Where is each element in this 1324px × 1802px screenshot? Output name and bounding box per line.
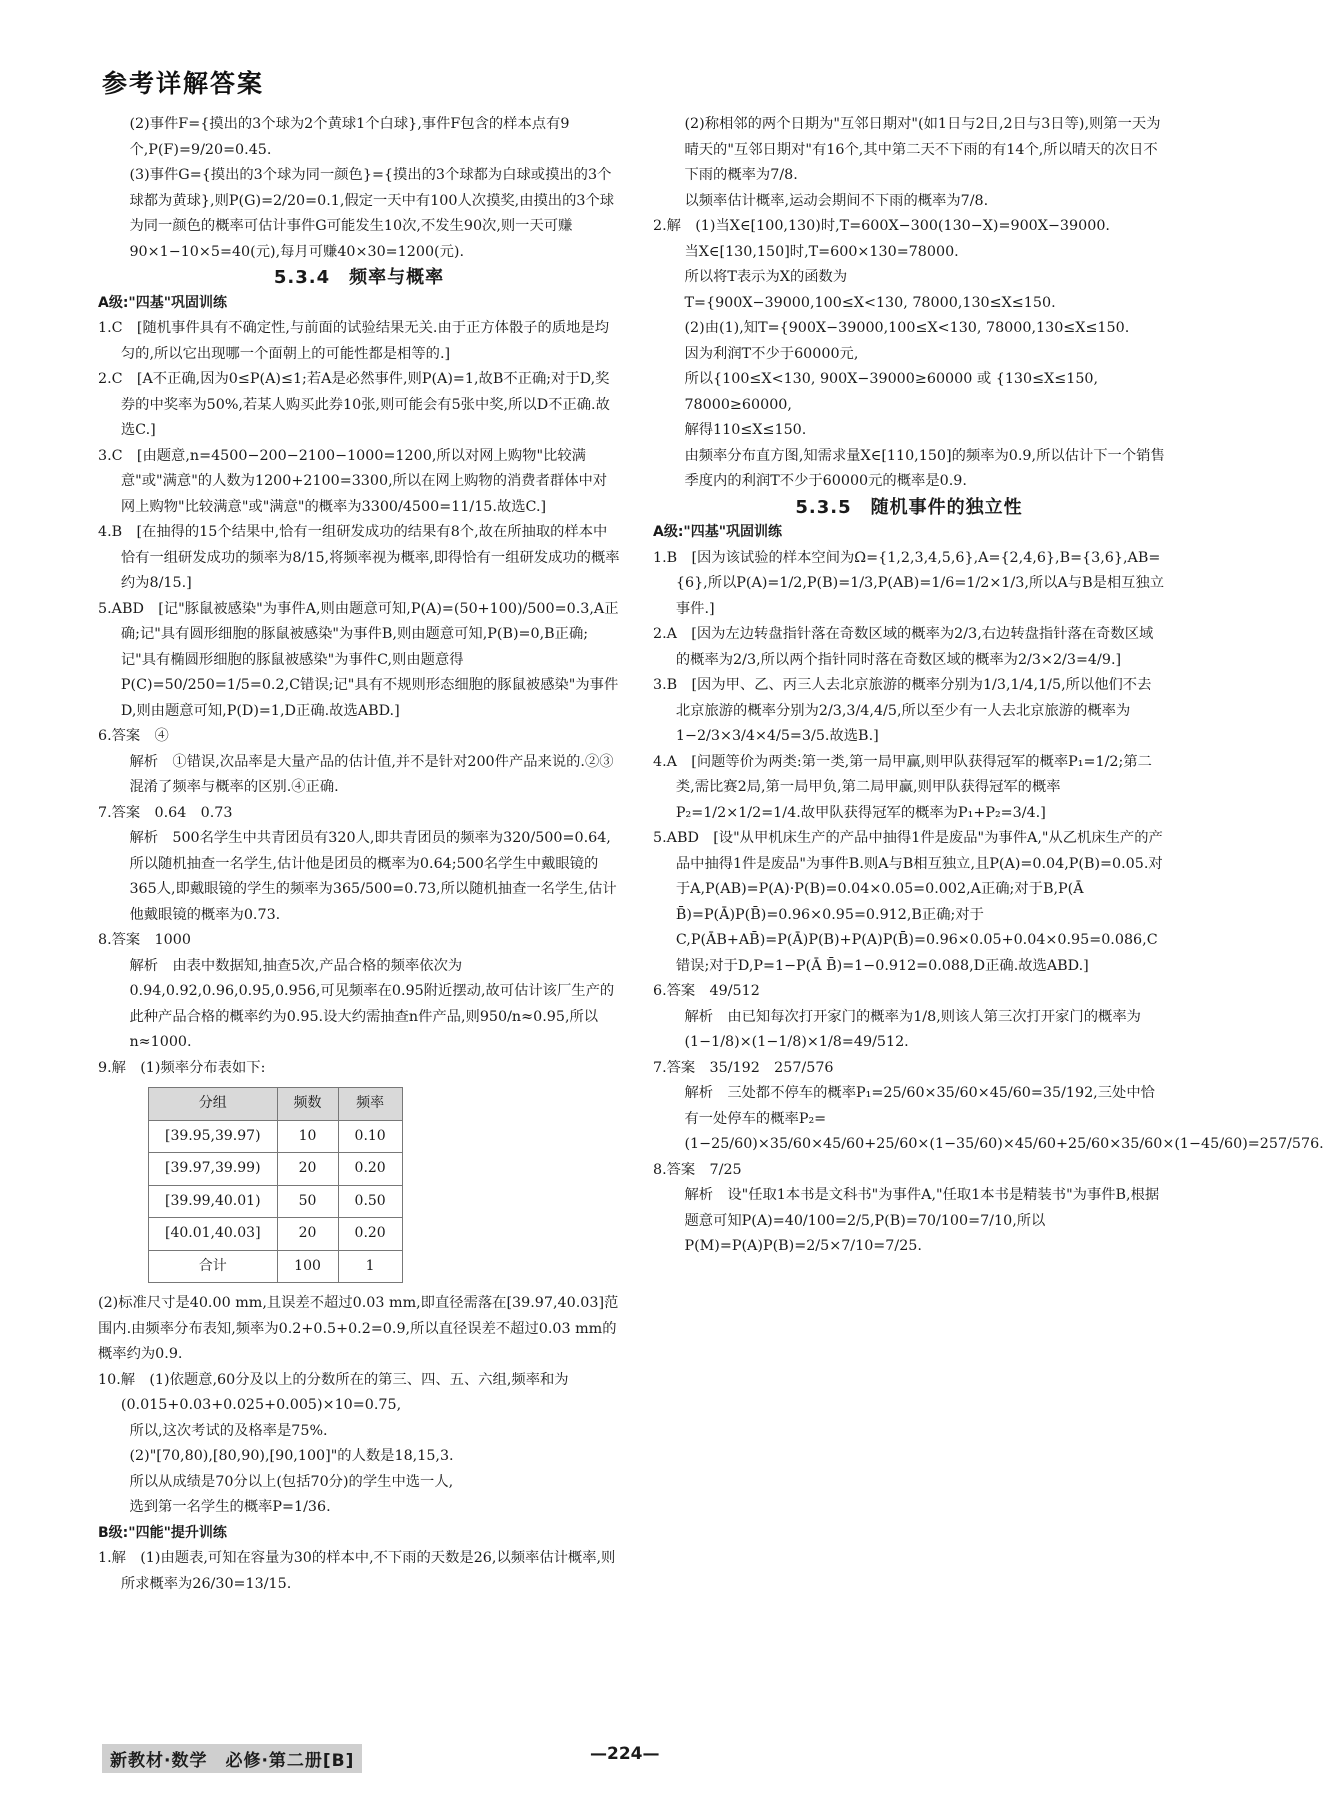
level-heading: A级:"四基"巩固训练 xyxy=(653,524,783,540)
table-cell: [39.95,39.97) xyxy=(149,1120,278,1153)
answer-paragraph: 所以{100≤X<130, 900X−39000≥60000 或 {130≤X≤150, 78000≥60000, xyxy=(684,371,1099,413)
answer-paragraph: (2)标准尺寸是40.00 mm,且误差不超过0.03 mm,即直径需落在[39.97,40.03]范围内.由频率分布表知,频率为0.2+0.5+0.2=0.9,所以直径误差不超过0.03 mm的概率约为0.9. xyxy=(98,1295,619,1362)
footer-book-title: 新教材·数学 必修·第二册[B] xyxy=(102,1744,362,1773)
answer-paragraph: 解析 三处都不停车的概率P₁=25/60×35/60×45/60=35/192,三处中恰有一处停车的概率P₂=(1−25/60)×35/60×45/60+25/60×(1−35/60)×45/60+25/60×35/60×(1−45/60)=257/576. xyxy=(684,1085,1324,1152)
table-header-cell: 频率 xyxy=(338,1088,402,1121)
table-row xyxy=(149,1153,403,1186)
table-row xyxy=(149,1185,403,1218)
table-cell: 10 xyxy=(277,1120,338,1153)
answer-paragraph: 解得110≤X≤150. xyxy=(684,422,807,438)
answer-paragraph: 6.答案 49/512 xyxy=(653,983,760,999)
answer-paragraph: 以频率估计概率,运动会期间不下雨的概率为7/8. xyxy=(684,192,989,209)
answer-paragraph: 3.B [因为甲、乙、丙三人去北京旅游的概率分别为1/3,1/4,1/5,所以他们不去北京旅游的概率分别为2/3,3/4,4/5,所以至少有一人去北京旅游的概率为1−2/3×3/4×4/5=3/5.故选B.] xyxy=(653,677,1152,744)
footer-page-number: —224— xyxy=(590,1744,660,1764)
table-header-cell: 频数 xyxy=(277,1088,338,1121)
answer-paragraph: 2.解 (1)当X∈[100,130)时,T=600X−300(130−X)=900X−39000. xyxy=(653,218,1110,234)
left-column xyxy=(98,112,620,1597)
table-cell: 0.20 xyxy=(338,1153,402,1186)
answer-paragraph: 2.A [因为左边转盘指针落在奇数区域的概率为2/3,右边转盘指针落在奇数区域的概率为2/3,所以两个指针同时落在奇数区域的概率为2/3×2/3=4/9.] xyxy=(653,626,1154,668)
left-paragraphs-continued xyxy=(98,1291,620,1597)
answer-paragraph: 8.答案 1000 xyxy=(98,932,191,948)
right-paragraphs xyxy=(653,112,1324,1260)
answer-paragraph: 9.解 (1)频率分布表如下: xyxy=(98,1059,266,1076)
answer-paragraph: 所以从成绩是70分以上(包括70分)的学生中选一人, xyxy=(129,1473,454,1490)
table-cell: 0.50 xyxy=(338,1185,402,1218)
section-heading: 5.3.5 随机事件的独立性 xyxy=(795,496,1023,518)
table-cell: 0.10 xyxy=(338,1120,402,1153)
answer-paragraph: 解析 由已知每次打开家门的概率为1/8,则该人第三次打开家门的概率为(1−1/8)×(1−1/8)×1/8=49/512. xyxy=(684,1008,1141,1050)
level-heading: B级:"四能"提升训练 xyxy=(98,1524,227,1541)
table-cell: 合计 xyxy=(149,1250,278,1283)
table-body xyxy=(149,1120,403,1283)
table-cell: 0.20 xyxy=(338,1218,402,1251)
answer-paragraph: 4.A [问题等价为两类:第一类,第一局甲赢,则甲队获得冠军的概率P₁=1/2;第二类,需比赛2局,第一局甲负,第二局甲赢,则甲队获得冠军的概率P₂=1/2×1/2=1/4.故甲队获得冠军的概率为P₁+P₂=3/4.] xyxy=(653,753,1152,821)
answer-paragraph: 7.答案 35/192 257/576 xyxy=(653,1059,834,1076)
table-cell: 20 xyxy=(277,1153,338,1186)
answer-paragraph: 1.解 (1)由题表,可知在容量为30的样本中,不下雨的天数是26,以频率估计概率,则所求概率为26/30=13/15. xyxy=(98,1550,616,1592)
table-cell: [39.99,40.01) xyxy=(149,1185,278,1218)
section-heading: 5.3.4 频率与概率 xyxy=(273,267,445,288)
table-row xyxy=(149,1120,403,1153)
answer-paragraph: (2)"[70,80),[80,90),[90,100]"的人数是18,15,3. xyxy=(129,1448,454,1464)
answer-paragraph: T={900X−39000,100≤X<130, 78000,130≤X≤150. xyxy=(684,294,1056,311)
answer-paragraph: 8.答案 7/25 xyxy=(653,1161,742,1178)
answer-paragraph: 因为利润T不少于60000元, xyxy=(684,345,859,362)
answer-paragraph: 4.B [在抽得的15个结果中,恰有一组研发成功的结果有8个,故在所抽取的样本中恰有一组研发成功的频率为8/15,将频率视为概率,即得恰有一组研发成功的概率约为8/15.] xyxy=(98,524,620,591)
table-cell: 1 xyxy=(338,1250,402,1283)
answer-paragraph: 3.C [由题意,n=4500−200−2100−1000=1200,所以对网上购物"比较满意"或"满意"的人数为1200+2100=3300,所以在网上购物的消费者群体中对网上购物"比较满意"或"满意"的概率为3300/4500=11/15.故选C.] xyxy=(98,447,608,515)
right-column xyxy=(653,112,1324,1260)
answer-paragraph: 解析 由表中数据知,抽查5次,产品合格的频率依次为0.94,0.92,0.96,0.95,0.956,可见频率在0.95附近摆动,故可估计该厂生产的此种产品合格的概率约为0.95.设大约需抽查n件产品,则950/n≈0.95,所以n≈1000. xyxy=(129,957,615,1050)
answer-paragraph: 10.解 (1)依题意,60分及以上的分数所在的第三、四、五、六组,频率和为(0.015+0.03+0.025+0.005)×10=0.75, xyxy=(98,1371,569,1413)
level-heading: A级:"四基"巩固训练 xyxy=(98,294,228,311)
answer-paragraph: 1.C [随机事件具有不确定性,与前面的试验结果无关.由于正方体骰子的质地是均匀的,所以它出现哪一个面朝上的可能性都是相等的.] xyxy=(98,320,610,362)
answer-paragraph: 当X∈[130,150]时,T=600×130=78000. xyxy=(684,243,959,260)
answer-paragraph: 7.答案 0.64 0.73 xyxy=(98,804,233,821)
table-cell: 100 xyxy=(277,1250,338,1283)
answer-paragraph: (2)由(1),知T={900X−39000,100≤X<130, 78000,130≤X≤150. xyxy=(684,320,1130,336)
answer-paragraph: 所以,这次考试的及格率是75%. xyxy=(129,1422,328,1439)
table-cell: 50 xyxy=(277,1185,338,1218)
table-row xyxy=(149,1218,403,1251)
answer-paragraph: 解析 设"任取1本书是文科书"为事件A,"任取1本书是精装书"为事件B,根据题意可知P(A)=40/100=2/5,P(B)=70/100=7/10,所以P(M)=P(A)P(B)=2/5×7/10=7/25. xyxy=(684,1187,1160,1254)
answer-paragraph: (3)事件G={摸出的3个球为同一颜色}={摸出的3个球都为白球或摸出的3个球都为黄球},则P(G)=2/20=0.1,假定一天中有100人次摸奖,由摸出的3个球为同一颜色的概率可估计事件G可能发生10次,不发生90次,则一天可赚90×1−10×5=40(元),每月可赚40×30=1200(元). xyxy=(129,167,615,260)
answer-paragraph: 5.ABD [记"豚鼠被感染"为事件A,则由题意可知,P(A)=(50+100)/500=0.3,A正确;记"具有圆形细胞的豚鼠被感染"为事件B,则由题意可知,P(B)=0,B正确;记"具有椭圆形细胞的豚鼠被感染"为事件C,则由题意得P(C)=50/250=1/5=0.2,C错误;记"具有不规则形态细胞的豚鼠被感染"为事件D,则由题意可知,P(D)=1,D正确.故选ABD.] xyxy=(98,600,619,719)
table-header-row xyxy=(149,1088,403,1121)
answer-paragraph: 所以将T表示为X的函数为 xyxy=(684,269,848,285)
answer-paragraph: 2.C [A不正确,因为0≤P(A)≤1;若A是必然事件,则P(A)=1,故B不正确;对于D,奖券的中奖率为50%,若某人购买此券10张,则可能会有5张中奖,所以D不正确.故选C.] xyxy=(98,371,610,438)
table-cell: [40.01,40.03] xyxy=(149,1218,278,1251)
answer-paragraph: 解析 ①错误,次品率是大量产品的估计值,并不是针对200件产品来说的.②③混淆了频率与概率的区别.④正确. xyxy=(129,753,614,795)
table-cell: [39.97,39.99) xyxy=(149,1153,278,1186)
answer-paragraph: 由频率分布直方图,知需求量X∈[110,150]的频率为0.9,所以估计下一个销售季度内的利润T不少于60000元的概率是0.9. xyxy=(684,447,1165,489)
table-cell: 20 xyxy=(277,1218,338,1251)
answer-paragraph: 解析 500名学生中共青团员有320人,即共青团员的频率为320/500=0.64,所以随机抽查一名学生,估计他是团员的概率为0.64;500名学生中戴眼镜的365人,即戴眼镜的学生的频率为365/500=0.73,所以随机抽查一名学生,估计他戴眼镜的概率为0.73. xyxy=(129,830,617,923)
answer-paragraph: 1.B [因为该试验的样本空间为Ω={1,2,3,4,5,6},A={2,4,6},B={3,6},AB={6},所以P(A)=1/2,P(B)=1/3,P(AB)=1/6=1/2×1/3,所以A与B是相互独立事件.] xyxy=(653,549,1165,617)
frequency-table xyxy=(148,1087,403,1283)
answer-paragraph: 选到第一名学生的概率P=1/36. xyxy=(129,1499,331,1515)
answer-paragraph: 6.答案 ④ xyxy=(98,728,169,744)
answer-paragraph: (2)事件F={摸出的3个球为2个黄球1个白球},事件F包含的样本点有9个,P(F)=9/20=0.45. xyxy=(129,116,570,158)
page-header-title: 参考详解答案 xyxy=(102,69,265,98)
answer-paragraph: (2)称相邻的两个日期为"互邻日期对"(如1日与2日,2日与3日等),则第一天为晴天的"互邻日期对"有16个,其中第二天不下雨的有14个,所以晴天的次日不下雨的概率为7/8. xyxy=(684,116,1161,183)
table-row xyxy=(149,1250,403,1283)
answer-paragraph: 5.ABD [设"从甲机床生产的产品中抽得1件是废品"为事件A,"从乙机床生产的产品中抽得1件是废品"为事件B.则A与B相互独立,且P(A)=0.04,P(B)=0.05.对于A,P(AB)=P(A)·P(B)=0.04×0.05=0.002,A正确;对于B,P(Ā B̄)=P(Ā)P(B̄)=0.96×0.95=0.912,B正确;对于C,P(ĀB+AB̄)=P(Ā)P(B)+P(A)P(B̄)=0.96×0.05+0.04×0.95=0.086,C错误;对于D,P=1−P(Ā B̄)=1−0.912=0.088,D正确.故选ABD.] xyxy=(653,830,1163,974)
table-header-cell: 分组 xyxy=(149,1088,278,1121)
left-paragraphs xyxy=(98,112,620,1081)
